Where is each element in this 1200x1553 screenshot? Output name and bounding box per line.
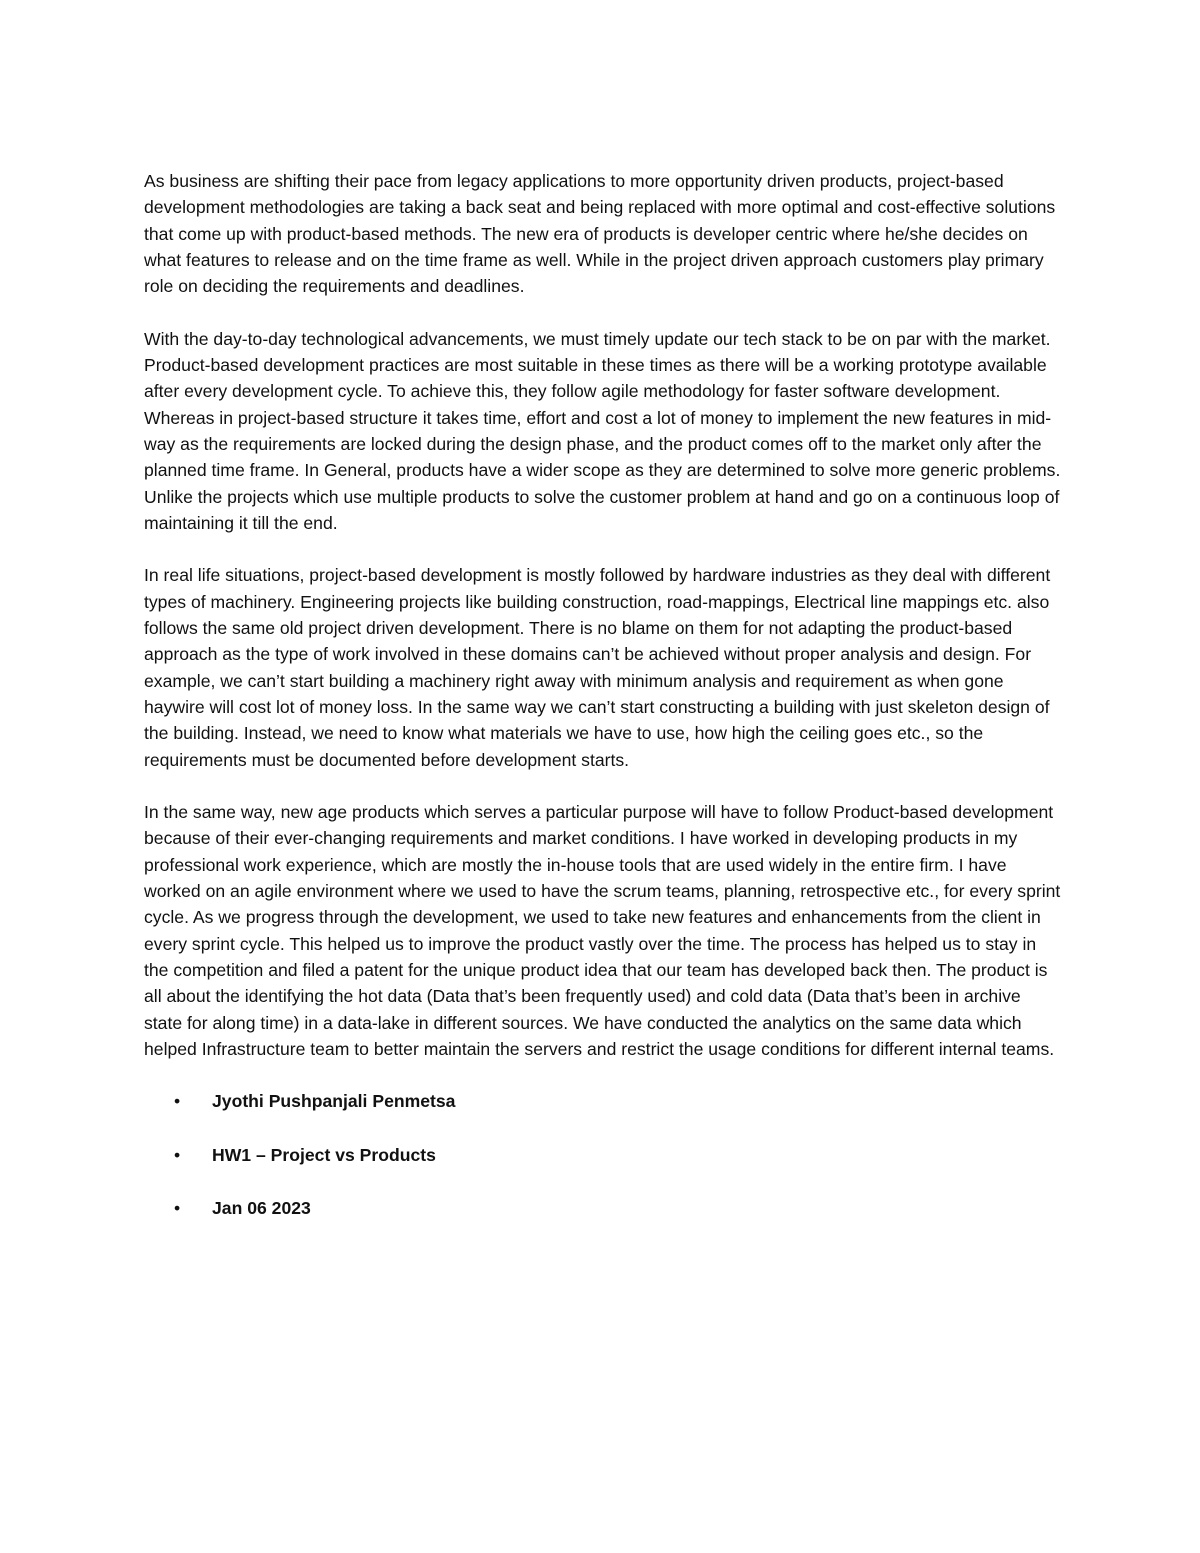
bullet-icon: • [174,1091,181,1112]
bullet-icon: • [174,1144,181,1165]
assignment-title-item [144,1142,1062,1168]
author-name: Jyothi Pushpanjali Penmetsa [212,1091,456,1112]
paragraph-real-life-situations: In real life situations, project-based development is mostly followed by hardware industries as they deal with different types of machinery. Engineering projects like building construction, road-mappings, Electrical line mappings etc. also follows the same old project driven development. There is no blame on them for not adapting the product-based approach as the type of work involved in these domains can’t be achieved without proper analysis and design. For example, we can’t start building a machinery right away with minimum analysis and requirement as when gone haywire will cost lot of money loss. In the same way we can’t start constructing a building with just skeleton design of the building. Instead, we need to know what materials we have to use, how high the ceiling goes etc., so the requirements must be documented before development starts. [144,565,1051,770]
paragraph-new-age-products: In the same way, new age products which serves a particular purpose will have to follow Product-based development because of their ever-changing requirements and market conditions. I have worked in developing products in my professional work experience, which are mostly the in-house tools that are used widely in the entire firm. I have worked on an agile environment where we used to have the scrum teams, planning, retrospective etc., for every sprint cycle. As we progress through the development, we used to take new features and enhancements from the client in every sprint cycle. This helped us to improve the product vastly over the time. The process has helped us to stay in the competition and filed a patent for the unique product idea that our team has developed back then. The product is all about the identifying the hot data (Data that’s been frequently used) and cold data (Data that’s been in archive state for along time) in a data-lake in different sources. We have conducted the analytics on the same data which helped Infrastructure team to better maintain the servers and restrict the usage conditions for different internal teams. [144,802,1061,1059]
assignment-title: HW1 – Project vs Products [212,1144,436,1165]
date-item [144,1195,1062,1221]
document-date: Jan 06 2023 [212,1198,311,1219]
paragraph-tech-advancements: With the day-to-day technological advancements, we must timely update our tech stack to be on par with the market. Product-based development practices are most suitable in these times as there will be a working prototype available after every development cycle. To achieve this, they follow agile methodology for faster software development. Whereas in project-based structure it takes time, effort and cost a lot of money to implement the new features in mid-way as the requirements are locked during the design phase, and the product comes off to the market only after the planned time frame. In General, products have a wider scope as they are determined to solve more generic problems. Unlike the projects which use multiple products to solve the customer problem at hand and go on a continuous loop of maintaining it till the end. [144,328,1061,533]
author-name-item [144,1088,1062,1114]
paragraph-business-shift: As business are shifting their pace from legacy applications to more opportunity driven products, project-based development methodologies are taking a back seat and being replaced with more optimal and cost-effective solutions that come up with product-based methods. The new era of products is developer centric where he/she decides on what features to release and on the time frame as well. While in the project driven approach customers play primary role on deciding the requirements and deadlines. [144,171,1056,297]
bullet-icon: • [174,1198,181,1219]
author-info-list [144,1088,1062,1221]
document-body [144,168,1062,1249]
